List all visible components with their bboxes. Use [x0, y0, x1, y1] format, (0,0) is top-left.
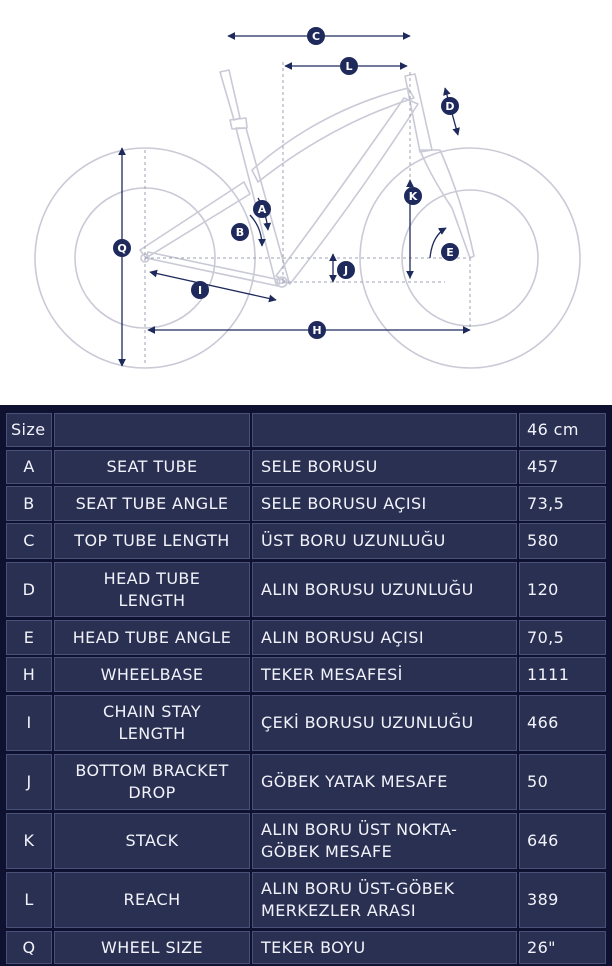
row-value: 646 — [519, 813, 606, 869]
marker-b — [231, 223, 249, 241]
row-name-en: WHEEL SIZE — [54, 931, 250, 964]
marker-h — [308, 321, 326, 339]
row-name-tr: ALIN BORUSU AÇISI — [252, 620, 517, 655]
bike-frame — [140, 70, 474, 287]
row-name-en: REACH — [54, 872, 250, 928]
marker-j — [337, 261, 355, 279]
guide-lines — [145, 62, 470, 365]
marker-a — [253, 200, 271, 218]
marker-e — [441, 243, 459, 261]
row-name-en: HEAD TUBE ANGLE — [54, 620, 250, 655]
row-name-tr: TEKER BOYU — [252, 931, 517, 964]
row-name-tr: GÖBEK YATAK MESAFE — [252, 754, 517, 810]
row-letter: B — [6, 486, 52, 521]
marker-q — [113, 239, 131, 257]
svg-text:B: B — [235, 226, 245, 239]
row-value: 580 — [519, 523, 606, 559]
row-letter: A — [6, 450, 52, 484]
row-name-tr: ÇEKİ BORUSU UZUNLUĞU — [252, 695, 517, 751]
row-letter: L — [6, 872, 52, 928]
row-name-en: BOTTOM BRACKET DROP — [54, 754, 250, 810]
row-name-tr: ALIN BORUSU UZUNLUĞU — [252, 562, 517, 617]
row-name-en: TOP TUBE LENGTH — [54, 523, 250, 559]
svg-text:C: C — [311, 30, 321, 43]
marker-d — [441, 97, 459, 115]
row-letter: H — [6, 657, 52, 692]
row-value: 26" — [519, 931, 606, 964]
row-letter: Q — [6, 931, 52, 964]
row-name-tr: SELE BORUSU — [252, 450, 517, 484]
svg-text:K: K — [408, 190, 418, 203]
row-name-en: HEAD TUBE LENGTH — [54, 562, 250, 617]
row-value: 70,5 — [519, 620, 606, 655]
row-value: 466 — [519, 695, 606, 751]
row-value: 457 — [519, 450, 606, 484]
row-name-tr: ALIN BORU ÜST-GÖBEK MERKEZLER ARASI — [252, 872, 517, 928]
row-name-tr: SELE BORUSU AÇISI — [252, 486, 517, 521]
header-col-en — [54, 413, 250, 447]
svg-text:I: I — [197, 284, 203, 297]
bike-geometry-svg — [0, 0, 612, 405]
row-name-en: CHAIN STAY LENGTH — [54, 695, 250, 751]
row-value: 73,5 — [519, 486, 606, 521]
svg-text:L: L — [345, 60, 353, 73]
row-letter: I — [6, 695, 52, 751]
svg-text:J: J — [343, 264, 349, 277]
svg-text:D: D — [445, 100, 455, 113]
row-letter: J — [6, 754, 52, 810]
header-size-label: Size — [6, 413, 52, 447]
row-name-tr: TEKER MESAFESİ — [252, 657, 517, 692]
bike-geometry-diagram — [0, 0, 612, 405]
svg-text:H: H — [312, 324, 322, 337]
row-value: 120 — [519, 562, 606, 617]
svg-text:A: A — [257, 203, 267, 216]
row-value: 389 — [519, 872, 606, 928]
row-value: 50 — [519, 754, 606, 810]
svg-text:Q: Q — [117, 242, 127, 255]
header-size-value: 46 cm — [519, 413, 606, 447]
marker-l — [340, 57, 358, 75]
row-name-en: WHEELBASE — [54, 657, 250, 692]
row-value: 1111 — [519, 657, 606, 692]
svg-text:E: E — [446, 246, 454, 259]
marker-k — [404, 187, 422, 205]
header-col-tr — [252, 413, 517, 447]
row-name-tr: ALIN BORU ÜST NOKTA- GÖBEK MESAFE — [252, 813, 517, 869]
row-name-en: SEAT TUBE — [54, 450, 250, 484]
row-letter: C — [6, 523, 52, 559]
marker-c — [307, 27, 325, 45]
row-letter: D — [6, 562, 52, 617]
geometry-table — [0, 405, 612, 966]
row-name-tr: ÜST BORU UZUNLUĞU — [252, 523, 517, 559]
row-letter: K — [6, 813, 52, 869]
row-name-en: STACK — [54, 813, 250, 869]
marker-i — [191, 281, 209, 299]
row-name-en: SEAT TUBE ANGLE — [54, 486, 250, 521]
row-letter: E — [6, 620, 52, 655]
